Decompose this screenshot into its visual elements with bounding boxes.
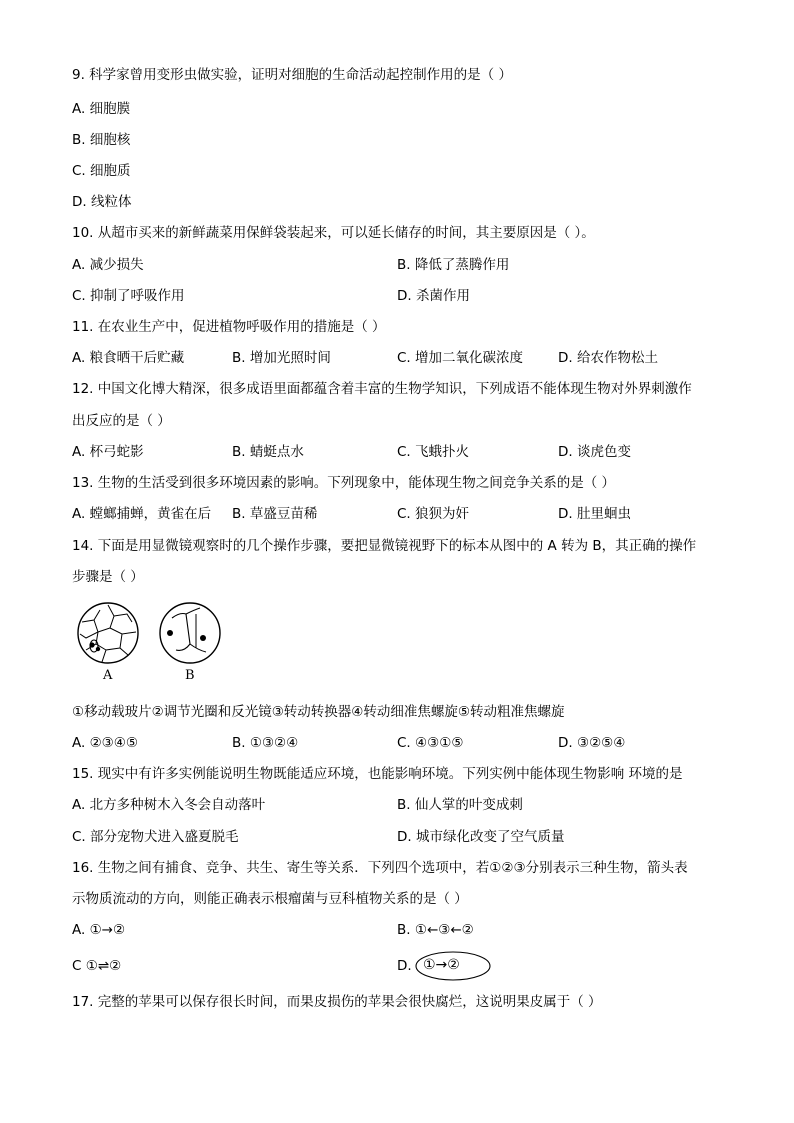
q14-option-c[interactable]: C. ④③①⑤ bbox=[397, 735, 464, 751]
q11-stem: 11. 在农业生产中，促进植物呼吸作用的措施是（ ） bbox=[72, 319, 386, 335]
q16-option-d-diagram bbox=[415, 951, 491, 981]
q14-option-b[interactable]: B. ①③②④ bbox=[232, 735, 299, 751]
view-a-nucleus-dot-2 bbox=[96, 647, 100, 651]
q13-option-b[interactable]: B. 草盛豆苗稀 bbox=[232, 506, 318, 522]
view-b-label: B bbox=[185, 668, 195, 683]
q11-option-b[interactable]: B. 增加光照时间 bbox=[232, 350, 331, 366]
view-a-label: A bbox=[103, 668, 113, 683]
q10-option-d[interactable]: D. 杀菌作用 bbox=[397, 288, 470, 304]
q9-option-d[interactable]: D. 线粒体 bbox=[72, 194, 132, 210]
q12-option-a[interactable]: A. 杯弓蛇影 bbox=[72, 444, 144, 460]
q9-option-a[interactable]: A. 细胞膜 bbox=[72, 101, 131, 117]
q15-stem: 15. 现实中有许多实例能说明生物既能适应环境，也能影响环境。下列实例中能体现生物影响 环境的是 bbox=[72, 766, 683, 782]
q13-stem: 13. 生物的生活受到很多环境因素的影响。下列现象中，能体现生物之间竞争关系的是（ ） bbox=[72, 475, 616, 491]
q10-stem: 10. 从超市买来的新鲜蔬菜用保鲜袋装起来，可以延长储存的时间，其主要原因是（ ）。 bbox=[72, 225, 595, 241]
q11-option-a[interactable]: A. 粮食晒干后贮藏 bbox=[72, 350, 185, 366]
q14-option-d[interactable]: D. ③②⑤④ bbox=[558, 735, 626, 751]
q13-option-c[interactable]: C. 狼狈为奸 bbox=[397, 506, 470, 522]
q15-option-d[interactable]: D. 城市绿化改变了空气质量 bbox=[397, 829, 565, 845]
view-b-nucleus-dot-1 bbox=[167, 630, 173, 636]
q9-stem: 9. 科学家曾用变形虫做实验，证明对细胞的生命活动起控制作用的是（ ） bbox=[72, 67, 512, 83]
q14-steps: ①移动载玻片②调节光圈和反光镜③转动转换器④转动细准焦螺旋⑤转动粗准焦螺旋 bbox=[72, 704, 565, 720]
q17-stem: 17. 完整的苹果可以保存很长时间，而果皮损伤的苹果会很快腐烂，这说明果皮属于（ ） bbox=[72, 994, 602, 1010]
q15-option-b[interactable]: B. 仙人掌的叶变成刺 bbox=[397, 797, 523, 813]
view-a-circle bbox=[78, 603, 138, 663]
q14-stem-line1: 14. 下面是用显微镜观察时的几个操作步骤，要把显微镜视野下的标本从图中的 A 转为 B，其正确的操作 bbox=[72, 538, 697, 554]
q10-option-b[interactable]: B. 降低了蒸腾作用 bbox=[397, 257, 510, 273]
q16-option-d-relation: ①→② bbox=[423, 957, 460, 973]
q10-option-c[interactable]: C. 抑制了呼吸作用 bbox=[72, 288, 185, 304]
q12-stem-line2: 出反应的是（ ） bbox=[72, 413, 171, 429]
view-b-nucleus-dot-2 bbox=[200, 635, 206, 641]
q16-option-a[interactable]: A. ①→② bbox=[72, 922, 126, 938]
q12-option-b[interactable]: B. 蜻蜓点水 bbox=[232, 444, 304, 460]
q16-stem-line2: 示物质流动的方向，则能正确表示根瘤菌与豆科植物关系的是（ ） bbox=[72, 891, 468, 907]
q9-option-b[interactable]: B. 细胞核 bbox=[72, 132, 131, 148]
q12-stem-line1: 12. 中国文化博大精深，很多成语里面都蕴含着丰富的生物学知识，下列成语不能体现生物对外界刺激作 bbox=[72, 381, 692, 397]
q10-option-a[interactable]: A. 减少损失 bbox=[72, 257, 144, 273]
q16-stem-line1: 16. 生物之间有捕食、竞争、共生、寄生等关系．下列四个选项中，若①②③分别表示三种生物，箭头表 bbox=[72, 860, 688, 876]
q16-option-c[interactable]: C ①⇌② bbox=[72, 958, 122, 974]
q11-option-c[interactable]: C. 增加二氧化碳浓度 bbox=[397, 350, 524, 366]
microscope-views-svg bbox=[72, 600, 232, 670]
q12-option-d[interactable]: D. 谈虎色变 bbox=[558, 444, 631, 460]
q14-option-a[interactable]: A. ②③④⑤ bbox=[72, 735, 138, 751]
q14-stem-line2: 步骤是（ ） bbox=[72, 569, 144, 585]
q15-option-a[interactable]: A. 北方多种树木入冬会自动落叶 bbox=[72, 797, 266, 813]
q16-option-b[interactable]: B. ①←③←② bbox=[397, 922, 474, 938]
microscope-view-figure bbox=[72, 600, 232, 686]
q11-option-d[interactable]: D. 给农作物松土 bbox=[558, 350, 658, 366]
q13-option-a[interactable]: A. 螳螂捕蝉，黄雀在后 bbox=[72, 506, 212, 522]
q16-option-d[interactable]: D. bbox=[397, 958, 412, 974]
q9-option-c[interactable]: C. 细胞质 bbox=[72, 163, 131, 179]
q12-option-c[interactable]: C. 飞蛾扑火 bbox=[397, 444, 470, 460]
view-b-circle bbox=[160, 603, 220, 663]
q13-option-d[interactable]: D. 肚里蛔虫 bbox=[558, 506, 631, 522]
view-a-nucleus-dot-1 bbox=[89, 642, 94, 647]
q15-option-c[interactable]: C. 部分宠物犬进入盛夏脱毛 bbox=[72, 829, 239, 845]
